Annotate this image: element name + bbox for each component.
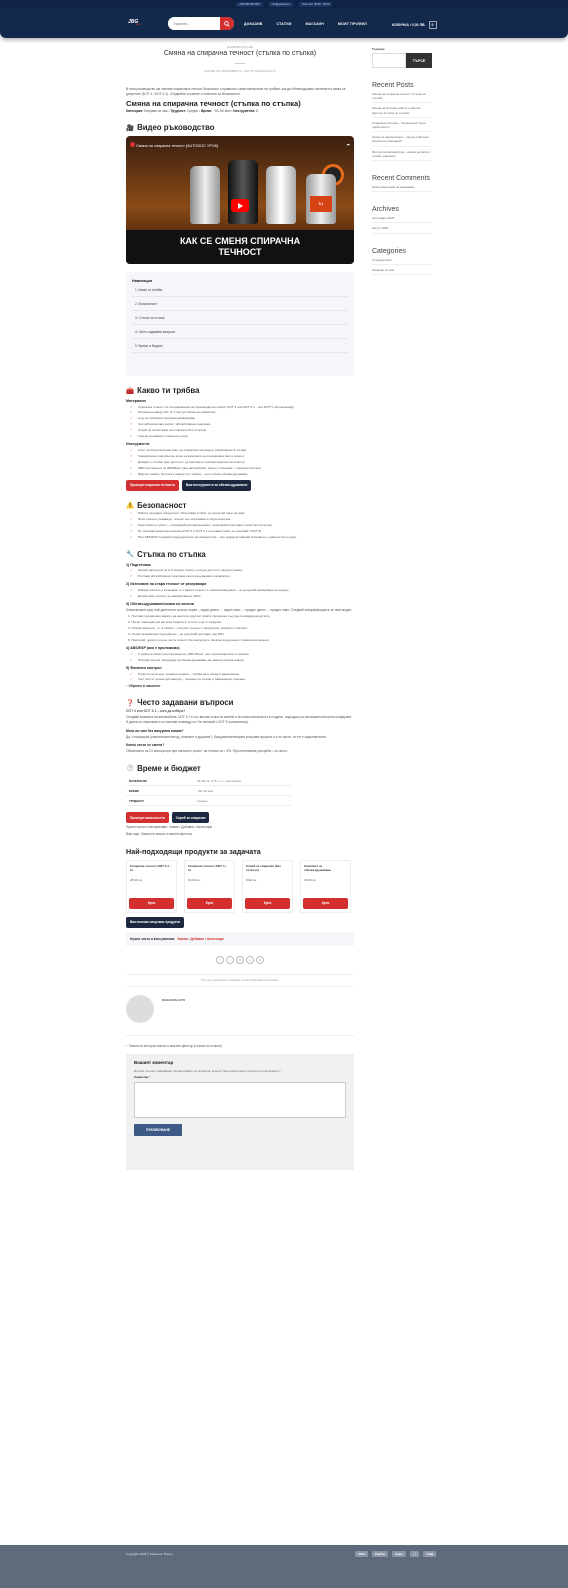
header-search — [168, 17, 234, 30]
product-card[interactable] — [242, 860, 293, 913]
meta-category-key: Категория: — [126, 109, 144, 113]
need-heading — [126, 386, 354, 395]
avatar — [126, 995, 154, 1023]
share-icon[interactable]: ➦ — [346, 142, 350, 147]
nav-item-articles[interactable]: СТАТИИ — [276, 22, 292, 26]
toc-item[interactable]: 3. Стъпка по стъпка — [132, 311, 348, 325]
list-item: 2. Пусни помощник да натисне педала 3–4 пъти и да го задържи. — [128, 620, 222, 625]
sidebar-search-input[interactable] — [372, 53, 406, 68]
product-card[interactable] — [126, 860, 177, 913]
wrench-icon: 🔧 — [126, 551, 135, 558]
phone-text[interactable]: +359 895 842 804 — [236, 2, 263, 7]
table-row — [126, 776, 291, 786]
list-item: ✓ OBD инструмент за ABS/Вако (при автомобили, които го изискват – препоръчително) — [126, 466, 354, 470]
site-header — [0, 8, 568, 38]
video-banner — [126, 230, 354, 264]
need-buttons — [126, 480, 354, 491]
toc-item[interactable]: 2. Безопасност — [132, 297, 348, 311]
budget-key: ВРЕМЕ — [126, 786, 194, 796]
logo-main: JBG — [128, 19, 139, 25]
step3-heading: 3) Обезвъздушаване/смяна по колела — [126, 602, 194, 607]
faq-answer: Да, с помощник (класическия метод „помпане и държане“). Вакуумната/напорна ускорява процеса и е по-чисто, но не е задължителна. — [126, 734, 327, 739]
brake-spray-button[interactable]: Спрей за спирачки — [172, 812, 210, 823]
sidebar-item[interactable]: Смяна на спирачна течност (стъпка по стъпка) — [372, 90, 432, 103]
title-divider — [235, 63, 245, 64]
products-heading — [126, 847, 354, 856]
step2-heading: 2) Източване на стара течност от резервоара — [126, 582, 207, 587]
visa-icon: VISA — [355, 1551, 368, 1557]
facebook-icon[interactable]: f — [216, 956, 224, 964]
list-item: ✓ Извади колкото е възможно от старата течност с помпа/спринцовка – не допускай засмукване на въздух. — [126, 588, 354, 592]
step3-intro: Класическият ред: най-далечното колело първо – задно дясно → задно ляво → предно дясно → предно ляво. Следвай спецификацията за твоя модел. — [126, 608, 353, 613]
product-grid — [126, 860, 354, 913]
main-nav — [244, 22, 367, 26]
comment-heading: Вашият коментар — [134, 1059, 174, 1065]
toc-item[interactable]: 5. Време и бюджет — [132, 339, 348, 353]
product-price: 28,90 лв. — [130, 877, 143, 882]
budget-value: Средно — [194, 796, 291, 806]
video-heading — [126, 123, 354, 132]
twitter-icon[interactable]: t — [226, 956, 234, 964]
search-button[interactable] — [220, 17, 234, 30]
faq-heading-text: Често задавани въпроси — [137, 698, 234, 708]
list-item: ✓ Не смесвай различни класове (DOT 4 и DOT 5.1 са съвместими, не смесвай с DOT 5). — [126, 529, 354, 533]
sidebar-item[interactable]: септември 2025 — [372, 214, 432, 223]
budget-heading-text: Време и бюджет — [137, 763, 201, 773]
list-item: ✓ Долей нова течност до маркировката „MAX“. — [126, 594, 354, 598]
post-category[interactable]: НАПРАВИ СИ САМ — [226, 46, 253, 49]
list-item: ✓ Чисти/безворсови кърпи / абсорбираща подложка — [126, 422, 354, 426]
toc-item[interactable]: 4. Често задавани въпроси — [132, 325, 348, 339]
step5-heading: 5) Финален контрол — [126, 666, 162, 671]
archives-heading: Archives — [372, 206, 399, 214]
budget-table — [126, 776, 291, 807]
list-item: ✓ Тест на път (ниска дистанция) – провери за течове и равномерно спиране. — [126, 677, 354, 681]
toc-title: Навигация — [132, 279, 153, 283]
budget-value: ~60–90 мин — [194, 786, 291, 796]
email-icon[interactable]: ✉ — [236, 956, 244, 964]
posted-meta: POSTED ON СЕПТЕМВРИ 21, 2025 BY RAIHADIAAUTO — [204, 70, 276, 73]
product-card[interactable] — [184, 860, 235, 913]
video-embed[interactable] — [126, 136, 354, 264]
list-item: ✓ Спирачна течност по спецификация на производителя (напр. DOT 4 или DOT 5.1 – без DOT 5 (силиконова)) — [126, 405, 354, 409]
meta-tools-key: Инструменти: — [233, 109, 256, 113]
bottle-label: 5.1 — [310, 196, 332, 212]
list-item: ✓ Ключ за изпускателния винт на спирачния цилиндър (обикновено 8–11 мм) — [126, 448, 354, 452]
list-item: ✓ Домкрат и стойки (ако достъпът до винтовете изисква сваляне на колело) — [126, 460, 354, 464]
warning-icon: ⚠️ — [126, 502, 135, 510]
faq-question: Мога ли сам без вакуумна помпа? — [126, 728, 184, 733]
meta-time-value: ~60–90 мин — [213, 109, 231, 113]
sidebar — [372, 38, 432, 275]
product-name[interactable]: Спирачна течност DOT 5.1 – 1L — [130, 863, 172, 872]
list-item: ✓ Повтори кратка процедура за обезвъздушаване на диагностичния апарат. — [126, 658, 354, 662]
comment-textarea[interactable] — [134, 1082, 346, 1118]
consumables-link[interactable]: Добавки — [190, 936, 204, 941]
steps-heading — [126, 550, 354, 559]
products-heading-text: Най-подходящи продукти за задачата — [126, 846, 261, 856]
budget-value: 40–90 лв. (0,5–1 л + аксесоари) — [194, 776, 291, 786]
site-logo[interactable] — [128, 19, 154, 27]
materials-heading: Материали — [126, 399, 146, 403]
buy-button[interactable]: Купи — [303, 898, 348, 909]
list-item: ✓ Съд за събиране (прозрачен/маркиран) — [126, 416, 354, 420]
product-name[interactable]: Спирачна течност DOT 4 – 1L — [188, 863, 228, 872]
sidebar-search-button[interactable]: ТЪРСЕ — [406, 53, 432, 68]
list-item: ✓ Носи очила и ръкавици: течността е корозивна и хигроскопична. — [126, 517, 354, 521]
nav-item-profile[interactable]: МОИТ ПРОФИЛ — [337, 22, 367, 26]
meta-difficulty-key: Трудност: — [170, 109, 187, 113]
copyright: Copyright 2025 © Flatsome Theme — [126, 1552, 173, 1556]
list-item: ✓ Универсален ключ/гаечен ключ за капачката на резервоара (ако е нужен) — [126, 454, 354, 458]
safety-heading — [126, 501, 354, 510]
search-icon — [224, 21, 230, 27]
meta-difficulty-value: Средно — [187, 109, 199, 113]
list-item: 4. Пълни резервоара периодично – не допускай да падне под MIN. — [128, 631, 225, 636]
list-item: 1. Постави прозрачния маркуч на вентила; другият край в прозрачен съд (да се вижда) мехурчета. — [128, 614, 271, 619]
linkedin-icon[interactable]: in — [256, 956, 264, 964]
sidebar-item: Няма коментари за показване. — [372, 183, 432, 192]
bottle-graphic — [228, 160, 258, 224]
faq-answer: Следвай книжката на автомобила. DOT 5.1 е със висока точка на кипене и по-ниска вискозност в студено, подходящ за натоварено/спортно шофиране. И двата са гликолови и се смесват помежду си. Не смесвай с DOT 5 (силиконова). — [126, 715, 353, 725]
budget-key: МАТЕРИАЛИ — [126, 776, 194, 786]
payment-icons — [355, 1551, 436, 1557]
sidebar-item[interactable]: Uncategorized — [372, 256, 432, 265]
cart-count: 0 — [431, 23, 434, 27]
sidebar-item[interactable]: август 2025 — [372, 224, 432, 233]
sidebar-item[interactable]: Грижа за акумулатора – как да избегнем неприятни изненади? — [372, 133, 432, 146]
meta-time-key: Време: — [201, 109, 213, 113]
step4-heading: 4) ABS/ESP (ако е приложимо) — [126, 646, 180, 651]
nav-item-1[interactable]: ДОКАЗИВ — [244, 22, 263, 26]
step1-heading: 1) Подготовка — [126, 562, 151, 567]
need-heading-text: Какво ти трябва — [137, 386, 200, 395]
consumables-label: Нужни части и консумативи: — [130, 936, 176, 941]
article-meta: Категория: Направи си сам • Трудност: Средно • Време: ~60–90 мин • Инструменти: 8 — [126, 109, 258, 113]
question-icon: ❓ — [126, 699, 135, 707]
product-name[interactable]: Спрей за спирачки (без остатък) — [246, 863, 281, 872]
pinterest-icon[interactable]: p — [246, 956, 254, 964]
bottle-graphic — [306, 174, 336, 224]
table-of-contents — [126, 272, 354, 376]
nav-item-shop[interactable]: МАГАЗИН — [305, 22, 324, 26]
comment-form — [126, 1054, 354, 1170]
list-item: ✓ При ABS/ESP следвай процедурата на производителя – при нужда активирай блоковете с диагностичен уред. — [126, 535, 354, 539]
cart-link[interactable] — [392, 21, 437, 29]
list-item: 5. Повторяй, докато потече чиста течност без мехурчета. Затегни въздушния с правилния момент. — [128, 637, 270, 642]
budget-heading — [126, 764, 354, 773]
comment-label: Коментар * — [134, 1074, 151, 1079]
tools-heading: Инструменти — [126, 442, 150, 447]
buy-button[interactable]: Купи — [187, 898, 232, 909]
play-icon[interactable] — [231, 199, 249, 212]
toc-item[interactable]: 1. Какво ти трябва — [132, 283, 348, 297]
list-item: ✓ Работи на равна повърхност. Използвай стойки, не разчитай само на крик. — [126, 511, 354, 515]
entry-meta: This entry was posted in Направи си сам. Bookmark the permalink. — [126, 974, 354, 982]
product-price: 8,90 лв. — [246, 877, 257, 882]
top-bar — [0, 0, 568, 8]
list-item: ✓ Постави абсорбираща подложка около резервоара и апаратите. — [126, 574, 354, 578]
cod-icon: СОД — [423, 1551, 436, 1557]
faq-question: DOT 4 или DOT 5.1 – кога да избера? — [126, 709, 186, 714]
intro-text: В това ръководство ще сменим спирачната течност безопасно и правилно: какви материали ни трябват, как да обезвъздушим системата и каква са допустите (DOT 4 / DOT 5.1). Следвайте стъпките и съветите за безопасност. — [126, 87, 346, 96]
recent-posts-heading: Recent Posts — [372, 82, 414, 89]
safety-heading-text: Безопасност — [137, 500, 187, 510]
sidebar-item[interactable]: Смяна на моторно масло и маслен филтър (стъпка по стъпка) — [372, 104, 432, 117]
list-item: ✓ Почисти остатъци, провери педала – трябва да е твърд и равномерен. — [126, 672, 354, 676]
sidebar-item[interactable]: Направи си сам — [372, 266, 432, 275]
back-to-top-link[interactable]: ↑ Обратно в началото — [126, 683, 161, 688]
share-icons — [126, 956, 354, 964]
check-fluids-button[interactable]: Провери спирачни течности — [126, 480, 179, 491]
previous-post-title[interactable]: Смяна на моторно масло и маслен филтър (стъпка по стъпка) — [128, 1043, 222, 1048]
table-row — [126, 796, 291, 806]
author-box — [126, 986, 354, 1036]
cart-icon — [429, 21, 437, 29]
consumables-line[interactable]: Нужни части и консумативи: Химия • Добавки • Аксесоари — [126, 825, 213, 830]
steps-heading-text: Стъпка по стъпка — [137, 549, 206, 559]
recent-comments-heading: Recent Comments — [372, 175, 430, 183]
budget-key: ТРУДНОСТ — [126, 796, 194, 806]
sidebar-item[interactable]: Спирачна система – безопасността на първо място — [372, 119, 432, 132]
see-also-line[interactable]: Виж още: Смяна на масло и маслен филтър — [126, 831, 192, 836]
video-banner-line2: ТЕЧНОСТ — [218, 247, 262, 257]
meta-tools-value: 8 — [256, 109, 258, 113]
email-text[interactable]: info@gmail.com — [269, 2, 294, 7]
camera-icon: 🎥 — [126, 124, 135, 132]
sidebar-search-label: Търсене — [372, 47, 385, 51]
product-card[interactable] — [300, 860, 351, 913]
faq-question: Колко често се сменя? — [126, 743, 165, 748]
article-heading: Смяна на спирачна течност (стъпка по стъпка) — [126, 99, 301, 108]
product-price: 39,00 лв. — [304, 877, 317, 882]
all-products-button[interactable]: Виж всички свързани продукти — [126, 917, 184, 928]
list-item: ✓ Гумени ръкавици и защитни очила — [126, 434, 354, 438]
hours-text: Пон.-Пет. 09:00 - 18:00 — [299, 2, 332, 7]
publish-button[interactable]: ПУБЛИКУВАНЕ — [134, 1124, 182, 1136]
comment-note: Влезли сте като raihadiauto. Редактирайте си профила. Изход? Задължителните полета са отбелязани с * — [134, 1068, 282, 1073]
product-name[interactable]: Комплект за обезвъздушаване — [304, 863, 332, 872]
bottle-graphic — [190, 166, 220, 224]
buy-button[interactable]: Купи — [245, 898, 290, 909]
main-content — [126, 38, 354, 1170]
sidebar-search — [372, 53, 432, 68]
consumables-box: Нужни части и консумативи: Химия • Добавки • Аксесоари — [126, 932, 354, 946]
all-products-row — [126, 917, 354, 928]
cart-label: КОЛИЧКА / 0,00 ЛВ. — [392, 23, 426, 27]
video-title[interactable]: Смяна на спирачна течност [AUTODOC УРОК] — [136, 144, 219, 148]
list-item: ✓ Спрей за почистване на спирачки (без остатък) — [126, 428, 354, 432]
bottle-graphic — [266, 166, 296, 224]
author-name: RAIHADIAAUTO — [162, 997, 186, 1002]
meta-category-value: Направи си сам — [144, 109, 168, 113]
list-item: ✓ С диагностична пусни функцията „ABS Bleed“, ако производителят я изисква. — [126, 652, 354, 656]
budget-buttons — [126, 812, 354, 823]
site-footer — [0, 1545, 568, 1588]
search-input[interactable] — [168, 17, 220, 30]
card-icon: ◯ — [410, 1551, 419, 1557]
paypal-icon: PayPal — [372, 1551, 388, 1557]
faq-answer: Обикновено на 24 месеца или при сигнален „износ“ на течността > 3%. При интензивна употреба – по-често. — [126, 749, 288, 754]
channel-avatar — [130, 142, 135, 147]
logo-sub: АВТО — [136, 24, 142, 26]
previous-post-link[interactable]: ‹ Смяна на моторно масло и маслен филтър (стъпка по стъпка) — [126, 1043, 222, 1048]
sidebar-item[interactable]: Филтри на автомобила – малки детайли с голямо значение — [372, 148, 432, 161]
page-title: Смяна на спирачна течност (стъпка по стъпка) — [163, 50, 317, 57]
list-item: ✓ Пази боята и гумите – изплаквай разлива веднага, използвай почистващ спрей без остатъка. — [126, 523, 354, 527]
video-heading-text: Видео ръководство — [137, 123, 215, 132]
consumables-link[interactable]: Химия — [177, 936, 188, 941]
toolbox-icon: 🧰 — [126, 387, 135, 395]
consumables-link[interactable]: Аксесоари — [206, 936, 224, 941]
buy-button[interactable]: Купи — [129, 898, 174, 909]
check-availability-button[interactable]: Провери наличността — [126, 812, 169, 823]
stripe-icon: stripe — [392, 1551, 406, 1557]
video-banner-line1: КАК СЕ СМЕНЯ СПИРАЧНА — [179, 236, 301, 246]
stopwatch-icon: ⏱️ — [126, 765, 135, 773]
list-item: ✓ Загрей двигателя за 2–3 минути (леко), осигури достъп и защити хоната. — [126, 568, 354, 572]
categories-heading: Categories — [372, 247, 406, 255]
table-row — [126, 786, 291, 796]
faq-heading — [126, 698, 354, 707]
list-item: ✓ Прозрачен маркуч Ø ~5–7 мм (устойчив на химикали) — [126, 410, 354, 414]
list-item: 3. Отвори вентила – 1–2 оборот – изпусни течност с мехурчета, затвори и повтори. — [128, 626, 248, 631]
bleed-tools-button[interactable]: Виж инструменти за обезвъздушаване — [182, 480, 252, 491]
product-price: 19,90 лв. — [188, 877, 201, 882]
list-item: ✓ Вакуум помпа / бутилка и маркуч (по избор) – за по-бързо обезвъздушаване — [126, 472, 354, 476]
